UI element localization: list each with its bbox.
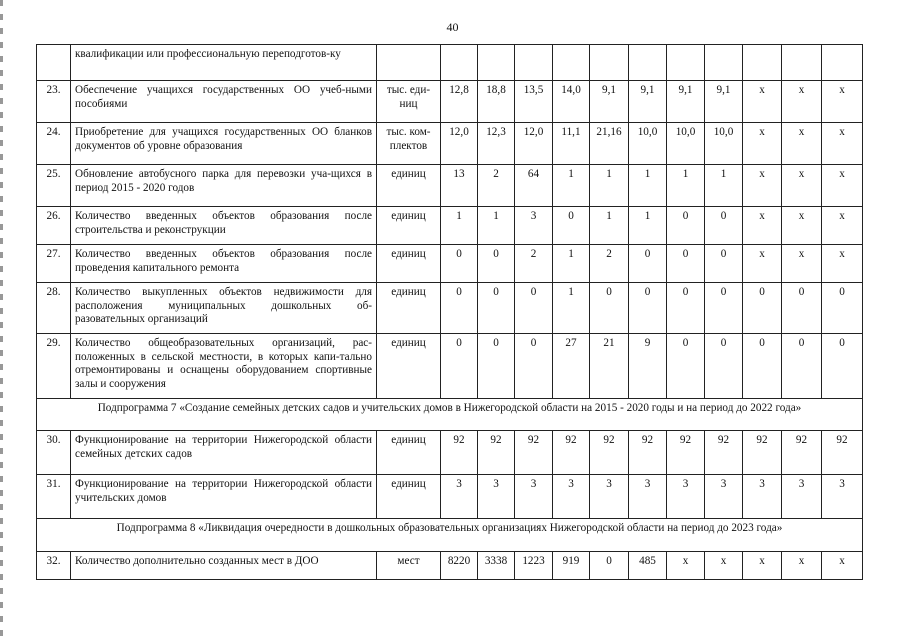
- value-cell: 0: [705, 245, 743, 283]
- value-cell: 1: [629, 207, 667, 245]
- value-cell: 0: [478, 283, 515, 334]
- value-cell: 9,1: [705, 81, 743, 123]
- table-row: [37, 431, 863, 475]
- unit-of-measure: единиц: [377, 431, 441, 475]
- row-number: 27.: [37, 245, 71, 283]
- table-row: [37, 283, 863, 334]
- value-cell: 27: [553, 334, 590, 399]
- value-cell: 10,0: [667, 123, 705, 165]
- value-cell: 919: [553, 552, 590, 580]
- table-row: [37, 207, 863, 245]
- value-cell: 485: [629, 552, 667, 580]
- value-cell: 0: [441, 334, 478, 399]
- indicator-name: Приобретение для учащихся государственных ОО бланков документов об уровне образования: [71, 123, 377, 165]
- value-cell: 12,0: [441, 123, 478, 165]
- table-row: [37, 334, 863, 399]
- value-cell: х: [782, 245, 822, 283]
- unit-of-measure: тыс. ком-плектов: [377, 123, 441, 165]
- value-cell: 0: [705, 334, 743, 399]
- indicator-name: Количество введенных объектов образования после проведения капитального ремонта: [71, 245, 377, 283]
- value-cell: х: [822, 552, 863, 580]
- table-row: [37, 165, 863, 207]
- value-cell: [705, 45, 743, 81]
- value-cell: 3: [515, 475, 553, 519]
- value-cell: 8220: [441, 552, 478, 580]
- value-cell: 2: [590, 245, 629, 283]
- value-cell: 0: [822, 283, 863, 334]
- value-cell: 1: [590, 207, 629, 245]
- value-cell: х: [743, 207, 782, 245]
- value-cell: 3: [705, 475, 743, 519]
- value-cell: 0: [705, 283, 743, 334]
- value-cell: х: [822, 123, 863, 165]
- value-cell: [515, 45, 553, 81]
- binding-edge-marks: [0, 0, 3, 640]
- row-number: 29.: [37, 334, 71, 399]
- value-cell: 3: [590, 475, 629, 519]
- value-cell: 18,8: [478, 81, 515, 123]
- value-cell: [478, 45, 515, 81]
- value-cell: 0: [515, 334, 553, 399]
- unit-of-measure: единиц: [377, 475, 441, 519]
- indicator-name: квалификации или профессиональную переподготов-ку: [71, 45, 377, 81]
- value-cell: 13: [441, 165, 478, 207]
- subprogram-title: Подпрограмма 8 «Ликвидация очередности в дошкольных образовательных организациях Нижегородской области на период до 2023 года»: [37, 519, 863, 552]
- indicator-name: Количество дополнительно созданных мест в ДОО: [71, 552, 377, 580]
- value-cell: 9,1: [629, 81, 667, 123]
- value-cell: 9: [629, 334, 667, 399]
- value-cell: 1: [667, 165, 705, 207]
- value-cell: 0: [478, 334, 515, 399]
- row-number: 26.: [37, 207, 71, 245]
- value-cell: х: [782, 123, 822, 165]
- value-cell: 12,8: [441, 81, 478, 123]
- value-cell: 3: [515, 207, 553, 245]
- value-cell: [743, 45, 782, 81]
- indicator-name: Функционирование на территории Нижегородской области семейных детских садов: [71, 431, 377, 475]
- table-row: [37, 81, 863, 123]
- indicator-name: Количество общеобразовательных организаций, рас-положенных в сельской местности, в которых капи-тально отремонтированы и оснащены оборудованием спортивные залы и сооружения: [71, 334, 377, 399]
- value-cell: х: [822, 245, 863, 283]
- value-cell: [629, 45, 667, 81]
- value-cell: 9,1: [667, 81, 705, 123]
- indicator-name: Количество выкупленных объектов недвижимости для расположения муниципальных дошкольных об-разовательных организаций: [71, 283, 377, 334]
- value-cell: 0: [667, 207, 705, 245]
- value-cell: 1: [553, 165, 590, 207]
- value-cell: х: [743, 552, 782, 580]
- value-cell: 3: [629, 475, 667, 519]
- value-cell: х: [782, 552, 822, 580]
- value-cell: х: [705, 552, 743, 580]
- value-cell: 64: [515, 165, 553, 207]
- subprogram-header-row: [37, 519, 863, 552]
- value-cell: 0: [590, 283, 629, 334]
- value-cell: х: [782, 165, 822, 207]
- row-number: 25.: [37, 165, 71, 207]
- row-number: 30.: [37, 431, 71, 475]
- value-cell: [822, 45, 863, 81]
- value-cell: 3: [478, 475, 515, 519]
- value-cell: [441, 45, 478, 81]
- value-cell: 1: [629, 165, 667, 207]
- value-cell: 3338: [478, 552, 515, 580]
- value-cell: [667, 45, 705, 81]
- row-number: 23.: [37, 81, 71, 123]
- value-cell: 0: [667, 334, 705, 399]
- indicator-name: Функционирование на территории Нижегородской области учительских домов: [71, 475, 377, 519]
- value-cell: 1: [478, 207, 515, 245]
- value-cell: 0: [667, 283, 705, 334]
- table-body: [37, 45, 863, 580]
- value-cell: х: [743, 165, 782, 207]
- value-cell: х: [822, 207, 863, 245]
- value-cell: 21: [590, 334, 629, 399]
- value-cell: 3: [667, 475, 705, 519]
- value-cell: 0: [743, 283, 782, 334]
- unit-of-measure: единиц: [377, 334, 441, 399]
- row-number: [37, 45, 71, 81]
- value-cell: 92: [553, 431, 590, 475]
- value-cell: 0: [478, 245, 515, 283]
- value-cell: 0: [782, 283, 822, 334]
- value-cell: 13,5: [515, 81, 553, 123]
- value-cell: 92: [743, 431, 782, 475]
- value-cell: х: [743, 123, 782, 165]
- value-cell: 12,3: [478, 123, 515, 165]
- value-cell: х: [782, 207, 822, 245]
- value-cell: 1: [705, 165, 743, 207]
- value-cell: 1: [553, 283, 590, 334]
- value-cell: 0: [705, 207, 743, 245]
- unit-of-measure: тыс. еди-ниц: [377, 81, 441, 123]
- row-number: 24.: [37, 123, 71, 165]
- value-cell: 1: [553, 245, 590, 283]
- subprogram-header-row: [37, 399, 863, 431]
- value-cell: 0: [667, 245, 705, 283]
- value-cell: 0: [629, 245, 667, 283]
- value-cell: х: [822, 81, 863, 123]
- value-cell: 1: [441, 207, 478, 245]
- value-cell: 92: [590, 431, 629, 475]
- value-cell: 0: [441, 283, 478, 334]
- value-cell: 9,1: [590, 81, 629, 123]
- row-number: 28.: [37, 283, 71, 334]
- page-number: 40: [446, 20, 459, 34]
- value-cell: 92: [667, 431, 705, 475]
- row-number: 31.: [37, 475, 71, 519]
- value-cell: 3: [441, 475, 478, 519]
- value-cell: 92: [629, 431, 667, 475]
- value-cell: 0: [743, 334, 782, 399]
- value-cell: 0: [629, 283, 667, 334]
- value-cell: 0: [822, 334, 863, 399]
- subprogram-title: Подпрограмма 7 «Создание семейных детских садов и учительских домов в Нижегородской области на 2015 - 2020 годы и на период до 2022 года»: [37, 399, 863, 431]
- indicator-name: Количество введенных объектов образования после строительства и реконструкции: [71, 207, 377, 245]
- value-cell: 10,0: [629, 123, 667, 165]
- value-cell: 3: [782, 475, 822, 519]
- value-cell: 3: [553, 475, 590, 519]
- value-cell: 0: [553, 207, 590, 245]
- value-cell: 3: [822, 475, 863, 519]
- value-cell: 0: [782, 334, 822, 399]
- value-cell: 1223: [515, 552, 553, 580]
- table-row: [37, 45, 863, 81]
- unit-of-measure: единиц: [377, 207, 441, 245]
- table-row: [37, 245, 863, 283]
- value-cell: 10,0: [705, 123, 743, 165]
- table-row: [37, 475, 863, 519]
- row-number: 32.: [37, 552, 71, 580]
- value-cell: 92: [441, 431, 478, 475]
- value-cell: 3: [743, 475, 782, 519]
- value-cell: [590, 45, 629, 81]
- unit-of-measure: единиц: [377, 283, 441, 334]
- value-cell: х: [743, 81, 782, 123]
- value-cell: 0: [590, 552, 629, 580]
- unit-of-measure: мест: [377, 552, 441, 580]
- indicator-name: Обеспечение учащихся государственных ОО учеб-ными пособиями: [71, 81, 377, 123]
- value-cell: 92: [822, 431, 863, 475]
- value-cell: 2: [478, 165, 515, 207]
- value-cell: х: [822, 165, 863, 207]
- unit-of-measure: единиц: [377, 165, 441, 207]
- value-cell: 0: [441, 245, 478, 283]
- value-cell: [553, 45, 590, 81]
- value-cell: 11,1: [553, 123, 590, 165]
- value-cell: 1: [590, 165, 629, 207]
- value-cell: 2: [515, 245, 553, 283]
- value-cell: 14,0: [553, 81, 590, 123]
- value-cell: 12,0: [515, 123, 553, 165]
- value-cell: 92: [782, 431, 822, 475]
- value-cell: 92: [705, 431, 743, 475]
- unit-of-measure: единиц: [377, 245, 441, 283]
- value-cell: [782, 45, 822, 81]
- unit-of-measure: [377, 45, 441, 81]
- value-cell: 21,16: [590, 123, 629, 165]
- value-cell: х: [782, 81, 822, 123]
- value-cell: 92: [515, 431, 553, 475]
- value-cell: х: [667, 552, 705, 580]
- table-row: [37, 123, 863, 165]
- indicator-name: Обновление автобусного парка для перевозки уча-щихся в период 2015 - 2020 годов: [71, 165, 377, 207]
- indicators-table: [36, 44, 863, 580]
- value-cell: х: [743, 245, 782, 283]
- value-cell: 0: [515, 283, 553, 334]
- value-cell: 92: [478, 431, 515, 475]
- table-row: [37, 552, 863, 580]
